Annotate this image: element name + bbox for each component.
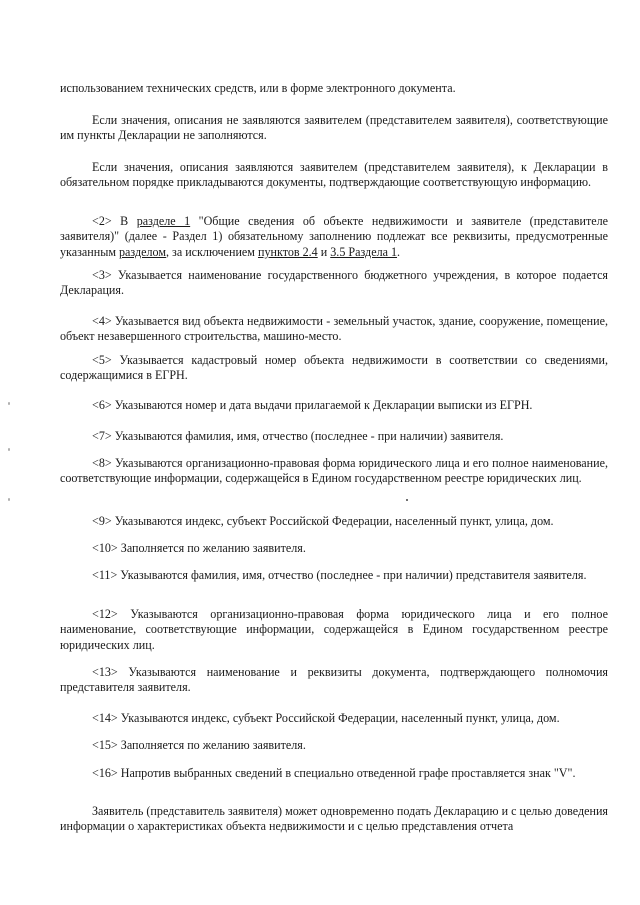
footnote-12: <12> Указываются организационно-правовая форма юридического лица и его полное наименование, соответствующие информации, содержащейся в Едином государственном реестре юридических лиц. (60, 607, 608, 652)
paragraph-declaration-purposes: Заявитель (представитель заявителя) может одновременно подать Декларацию и с целью доведения информации о характеристиках объекта недвижимости и с целью представления отчета (60, 804, 608, 834)
scan-margin-mark (8, 402, 10, 405)
paragraph-values-declared: Если значения, описания заявляются заявителем (представителем заявителя), к Декларации в обязательном порядке прикладываются документы, подтверждающие соответствующую информацию. (60, 160, 608, 190)
paragraph-values-not-declared: Если значения, описания не заявляются заявителем (представителем заявителя), соответствующие им пункты Декларации не заполняются. (60, 113, 608, 143)
footnote-15: <15> Заполняется по желанию заявителя. (92, 738, 306, 752)
scan-speck (406, 499, 408, 501)
footnote-7: <7> Указываются фамилия, имя, отчество (последнее - при наличии) заявителя. (92, 429, 504, 443)
footnote-10: <10> Заполняется по желанию заявителя. (92, 541, 306, 555)
scan-margin-mark (8, 448, 10, 451)
scan-margin-mark (8, 498, 10, 501)
footnote-4: <4> Указывается вид объекта недвижимости - земельный участок, здание, сооружение, помещение, объект незавершенного строительства, машино-место. (60, 314, 608, 344)
footnote-14: <14> Указываются индекс, субъект Российской Федерации, населенный пункт, улица, дом. (92, 711, 560, 725)
link-item-3-5-section-1[interactable]: 3.5 Раздела 1 (330, 244, 398, 259)
footnote-8: <8> Указываются организационно-правовая форма юридического лица и его полное наименование, соответствующие информации, содержащейся в Едином государственном реестре юридических лиц. (60, 456, 608, 486)
link-items-2-4[interactable]: пунктов 2.4 (257, 244, 318, 259)
footnote-6: <6> Указываются номер и дата выдачи прилагаемой к Декларации выписки из ЕГРН. (92, 398, 533, 412)
footnote-16: <16> Напротив выбранных сведений в специально отведенной графе проставляется знак "V". (92, 766, 576, 780)
footnote-9: <9> Указываются индекс, субъект Российской Федерации, населенный пункт, улица, дом. (92, 514, 554, 528)
footnote-2: <2> В разделе 1 "Общие сведения об объекте недвижимости и заявителе (представителе заявителя)" (далее - Раздел 1) обязательному заполнению подлежат все реквизиты, предусмотренные указанным разделом, за исключением пунктов 2.4 и 3.5 Раздела 1. (60, 214, 609, 259)
footnote-5: <5> Указывается кадастровый номер объекта недвижимости в соответствии со сведениями, содержащимися в ЕГРН. (60, 353, 608, 383)
link-section[interactable]: разделом (119, 244, 166, 259)
footnote-11: <11> Указываются фамилия, имя, отчество (последнее - при наличии) представителя заявителя. (92, 568, 587, 582)
paragraph-continuation: использованием технических средств, или в форме электронного документа. (60, 81, 456, 95)
footnote-13: <13> Указываются наименование и реквизиты документа, подтверждающего полномочия представителя заявителя. (60, 665, 608, 695)
link-section-1[interactable]: разделе 1 (136, 214, 191, 228)
footnote-3: <3> Указывается наименование государственного бюджетного учреждения, в которое подается Декларация. (60, 268, 608, 298)
